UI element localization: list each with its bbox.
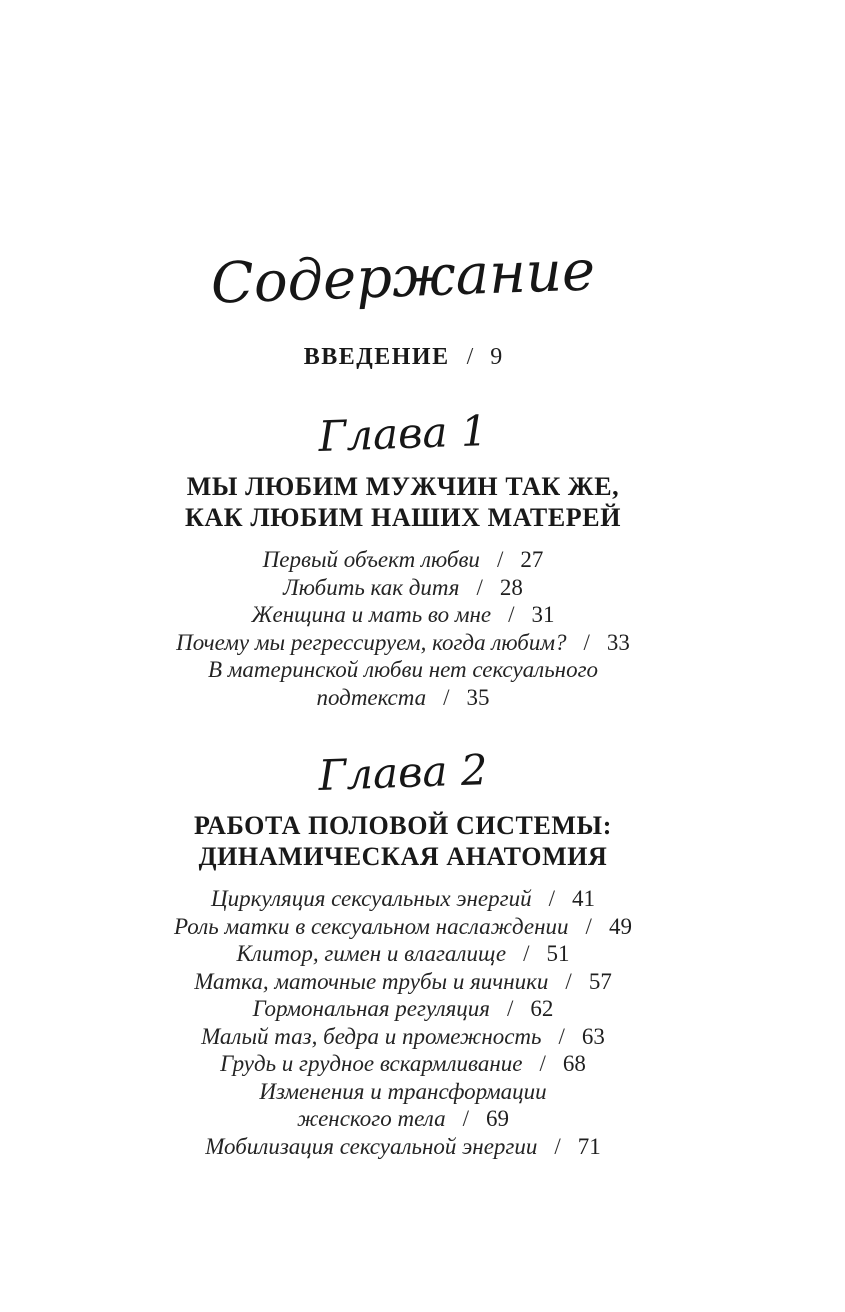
entry-page-number: 68 [562, 1051, 586, 1076]
toc-entry-row [83, 574, 723, 602]
entry-page-number: 28 [499, 574, 523, 600]
entry-page-number: 35 [466, 684, 490, 710]
toc-entry-row [83, 1023, 723, 1051]
entry-page-group [491, 602, 554, 627]
entry-separator: / [539, 1051, 546, 1076]
entry-page-group [480, 547, 543, 572]
toc-entry-row [83, 656, 723, 684]
toc-entry-row [83, 885, 723, 913]
toc-entry-row [83, 1050, 723, 1078]
toc-entry-row [83, 1078, 723, 1106]
entry-page-number: 33 [606, 629, 630, 655]
entry-page-group [537, 1134, 600, 1159]
entry-page-number: 31 [531, 602, 555, 627]
entry-separator: / [585, 913, 592, 939]
entry-title: Роль матки в сексуальном наслаждении [174, 913, 569, 939]
entry-separator: / [496, 547, 504, 572]
entry-page-group [548, 969, 611, 994]
entry-separator: / [548, 886, 555, 911]
entry-page-number: 69 [485, 1106, 509, 1131]
toc-title: Содержание [209, 238, 597, 317]
entry-page-number: 27 [520, 547, 544, 572]
entry-title: Почему мы регрессируем, когда любим? [176, 629, 567, 655]
chapter-1-entries [83, 546, 723, 711]
entry-title: женского тела [297, 1106, 446, 1131]
entry-title: Женщина и мать во мне [251, 602, 492, 627]
entry-page-number: 71 [577, 1133, 601, 1159]
chapter-2-entries [83, 885, 723, 1160]
toc-entry-row [83, 1133, 723, 1161]
toc-entry-row [83, 601, 723, 629]
entry-separator: / [462, 1106, 469, 1131]
toc-entry-row [83, 995, 723, 1023]
entry-page-group [567, 630, 630, 655]
chapter-1-script-title: Глава 1 [317, 406, 489, 461]
entry-title: Грудь и грудное вскармливание [220, 1051, 523, 1076]
chapter-2-script-title: Глава 2 [317, 745, 489, 800]
entry-page-group [459, 575, 522, 600]
entry-page-group [542, 1024, 605, 1049]
entry-page-number: 49 [608, 913, 632, 939]
toc-entry-row [83, 1105, 723, 1133]
entry-separator: / [476, 574, 483, 600]
toc-entry-row [83, 629, 723, 657]
intro-page-number: 9 [490, 344, 503, 370]
entry-page-group [522, 1051, 585, 1076]
entry-separator: / [583, 629, 590, 655]
entry-separator: / [523, 941, 530, 966]
chapter-2-heading-line-2: ДИНАМИЧЕСКАЯ АНАТОМИЯ [198, 842, 608, 871]
entry-title: Клитор, гимен и влагалище [236, 941, 507, 966]
toc-entry-row [83, 940, 723, 968]
entry-page-group [446, 1106, 509, 1131]
entry-page-number: 41 [571, 886, 595, 911]
entry-page-group [426, 685, 489, 710]
entry-title: Циркуляция сексуальных энергий [211, 886, 532, 911]
entry-title: В материнской любви нет сексуального [207, 657, 599, 682]
entry-title: Любить как дитя [283, 574, 460, 600]
entry-title: Мобилизация сексуальной энергии [205, 1133, 538, 1159]
entry-title: Гормональная регуляция [252, 996, 490, 1021]
intro-row [83, 342, 723, 372]
entry-page-group [569, 914, 632, 939]
entry-title: подтекста [316, 684, 427, 710]
entry-page-number: 63 [581, 1023, 605, 1049]
toc-entry-row [83, 968, 723, 996]
intro-separator: / [466, 344, 474, 370]
entry-page-group [506, 941, 569, 966]
entry-title: Изменения и трансформации [259, 1078, 547, 1104]
entry-separator: / [506, 996, 514, 1021]
chapter-2-heading-line-1: РАБОТА ПОЛОВОЙ СИСТЕМЫ: [194, 811, 612, 840]
entry-page-number: 57 [588, 968, 612, 994]
entry-page-group [532, 886, 595, 911]
entry-separator: / [508, 602, 515, 627]
entry-title: Матка, маточные трубы и яичники [194, 968, 549, 994]
entry-separator: / [558, 1023, 565, 1049]
entry-title: Первый объект любви [262, 547, 480, 572]
chapter-1-heading [83, 471, 723, 533]
chapter-1-section [83, 405, 723, 711]
entry-page-group [490, 996, 553, 1021]
entry-separator: / [565, 968, 572, 994]
chapter-1-heading-line-2: КАК ЛЮБИМ НАШИХ МАТЕРЕЙ [184, 503, 622, 532]
entry-page-number: 51 [546, 941, 570, 966]
chapter-2-section [83, 744, 723, 1160]
toc-entry-row [83, 684, 723, 712]
chapter-2-heading [83, 810, 723, 872]
toc-entry-row [83, 913, 723, 941]
intro-label: ВВЕДЕНИЕ [303, 344, 450, 370]
toc-entry-row [83, 546, 723, 574]
toc-page [83, 238, 723, 1160]
entry-title: Малый таз, бедра и промежность [201, 1023, 542, 1049]
entry-separator: / [554, 1133, 561, 1159]
entry-page-number: 62 [530, 996, 554, 1021]
chapter-1-heading-line-1: МЫ ЛЮБИМ МУЖЧИН ТАК ЖЕ, [186, 472, 620, 501]
entry-separator: / [443, 684, 450, 710]
